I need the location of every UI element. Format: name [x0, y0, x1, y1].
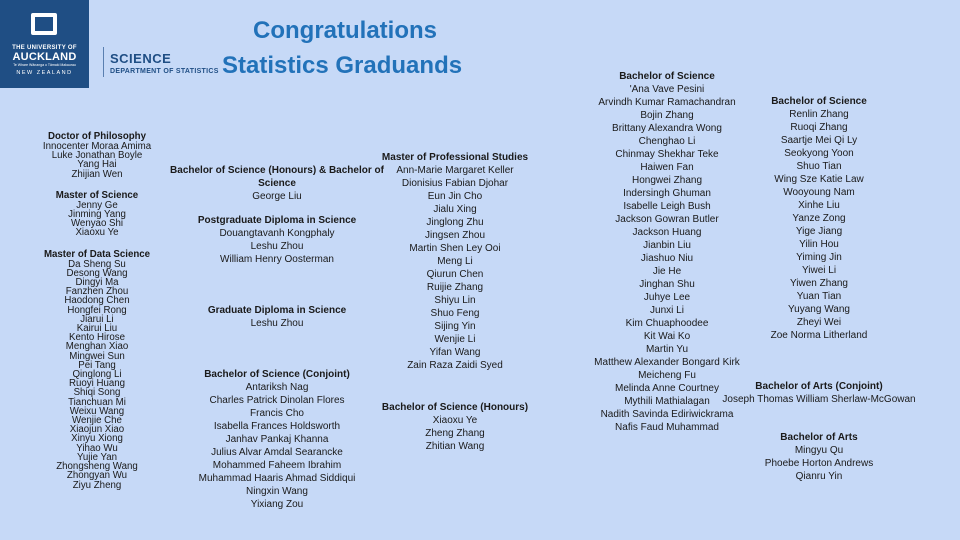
graduand-name: Nadith Savinda Ediriwickrama	[600, 409, 734, 420]
graduand-name: Muhammad Haaris Ahmad Siddiqui	[198, 473, 356, 484]
graduand-name: Qiurun Chen	[426, 269, 484, 280]
graduand-name: Shuo Tian	[796, 161, 842, 172]
graduand-name: Zoe Norma Litherland	[770, 330, 868, 341]
graduand-name: Jinghan Shu	[639, 279, 695, 290]
degree-heading: Doctor of Philosophy	[48, 131, 146, 142]
graduand-name: Ziyu Zheng	[72, 479, 122, 491]
degree-heading: Bachelor of Science	[619, 71, 715, 82]
graduand-name: Yilin Hou	[799, 239, 839, 250]
graduand-name: Zheyi Wei	[796, 317, 842, 328]
degree-section	[714, 380, 924, 406]
graduand-name: Da Sheng Su	[68, 258, 126, 270]
logo-line1: THE UNIVERSITY OF	[12, 45, 77, 51]
graduand-name: Wenjie Li	[434, 334, 476, 345]
degree-section	[30, 249, 164, 490]
graduand-name: Brittany Alexandra Wong	[612, 123, 722, 134]
faculty-name: SCIENCE	[110, 51, 172, 66]
graduand-name: Martin Shen Ley Ooi	[409, 243, 501, 254]
graduand-name: Matthew Alexander Bongard Kirk	[594, 357, 740, 368]
graduand-name: Zain Raza Zaidi Syed	[407, 360, 503, 371]
graduand-name: Yiming Jin	[796, 252, 842, 263]
degree-heading: Bachelor of Science (Honours)	[381, 402, 529, 413]
graduand-name: Zhijian Wen	[71, 168, 123, 180]
graduand-name: Xiaoxu Ye	[432, 415, 478, 426]
graduand-name: Weixu Wang	[69, 405, 125, 417]
university-crest-icon	[31, 13, 57, 35]
degree-heading: Master of Professional Studies	[381, 152, 529, 163]
graduand-name: Sijing Yin	[434, 321, 476, 332]
graduand-name: Jiarui Li	[80, 313, 114, 325]
graduand-name: Pei Tang	[78, 359, 116, 371]
graduand-name: Bojin Zhang	[640, 110, 694, 121]
graduand-name: Ann-Marie Margaret Keller	[396, 165, 514, 176]
graduand-name: Chinmay Shekhar Teke	[615, 149, 719, 160]
graduand-name: Desong Wang	[66, 267, 128, 279]
degree-section	[714, 431, 924, 483]
graduand-name: Meicheng Fu	[638, 370, 696, 381]
graduand-name: Yanze Zong	[792, 213, 846, 224]
graduand-name: Dingyi Ma	[75, 277, 119, 289]
degree-heading: Bachelor of Science (Honours) & Bachelor of Science	[170, 165, 384, 189]
graduand-name: Arvindh Kumar Ramachandran	[598, 97, 736, 108]
graduand-column-3	[370, 151, 540, 453]
graduand-name: Leshu Zhou	[250, 241, 304, 252]
graduand-name: George Liu	[252, 191, 302, 202]
graduand-name: Wenyao Shi	[70, 218, 124, 230]
degree-heading: Bachelor of Science (Conjoint)	[204, 369, 350, 380]
graduand-name: Xinhe Liu	[798, 200, 840, 211]
graduand-name: Luke Jonathan Boyle	[51, 150, 143, 162]
graduand-name: Jackson Huang	[632, 227, 702, 238]
graduand-name: Charles Patrick Dinolan Flores	[209, 395, 345, 406]
degree-heading: Bachelor of Science	[771, 96, 867, 107]
graduand-name: Seokyong Yoon	[784, 148, 854, 159]
graduand-name: Xiaojun Xiao	[69, 424, 125, 436]
graduand-name: Xiaoxu Ye	[75, 227, 119, 239]
graduand-name: Haodong Chen	[64, 295, 130, 307]
graduand-name: Leshu Zhou	[250, 318, 304, 329]
degree-heading: Postgraduate Diploma in Science	[197, 215, 357, 226]
graduand-name: Hongwei Zhang	[631, 175, 703, 186]
graduand-name: Junxi Li	[650, 305, 684, 316]
graduand-name: Ruoyi Huang	[68, 378, 125, 390]
degree-heading: Master of Data Science	[43, 248, 151, 260]
graduand-name: Zhongyan Wu	[66, 470, 128, 482]
graduand-name: Mohammed Faheem Ibrahim	[212, 460, 342, 471]
degree-section	[714, 95, 924, 342]
graduand-name: Nafis Faud Muhammad	[615, 422, 719, 433]
graduand-name: Renlin Zhang	[789, 109, 849, 120]
graduand-name: Kit Wai Ko	[643, 331, 691, 342]
degree-section	[370, 401, 540, 453]
graduand-name: Jackson Gowran Butler	[615, 214, 719, 225]
graduand-name: Dionisius Fabian Djohar	[401, 178, 509, 189]
degree-heading: Master of Science	[55, 189, 139, 201]
graduand-name: Jenny Ge	[76, 199, 118, 211]
graduand-name: Zhitian Wang	[425, 441, 485, 452]
degree-section	[370, 151, 540, 372]
graduand-name: Yige Jiang	[795, 226, 843, 237]
degree-section	[30, 190, 164, 238]
graduand-name: Meng Li	[437, 256, 473, 267]
graduand-name: Phoebe Horton Andrews	[764, 458, 874, 469]
graduand-name: Mythili Mathialagan	[624, 396, 710, 407]
graduand-name: Jianbin Liu	[643, 240, 691, 251]
graduand-name: Hongfei Rong	[67, 304, 127, 316]
graduand-name: Kento Hirose	[68, 332, 125, 344]
university-logo	[0, 0, 89, 88]
graduand-name: Yixiang Zou	[250, 499, 304, 510]
graduand-name: Chenghao Li	[638, 136, 696, 147]
graduand-name: Yiwei Li	[801, 265, 837, 276]
graduand-name: Douangtavanh Kongphaly	[219, 228, 335, 239]
graduand-name: Wooyoung Nam	[783, 187, 855, 198]
graduand-name: Eun Jin Cho	[427, 191, 483, 202]
graduand-name: Tianchuan Mi	[68, 396, 126, 408]
graduand-name: Haiwen Fan	[640, 162, 694, 173]
graduand-name: Ningxin Wang	[246, 486, 308, 497]
degree-heading: Bachelor of Arts	[780, 432, 858, 443]
graduand-name: Wing Sze Katie Law	[774, 174, 864, 185]
degree-section	[158, 214, 396, 266]
graduand-name: Isabelle Leigh Bush	[623, 201, 711, 212]
graduand-name: Kairui Liu	[76, 323, 118, 335]
graduand-column-1	[30, 131, 164, 490]
degree-section	[30, 131, 164, 179]
graduand-name: Isabella Frances Holdsworth	[213, 421, 341, 432]
graduand-name: Fanzhen Zhou	[65, 286, 129, 298]
graduand-column-5	[714, 95, 924, 483]
degree-section	[158, 164, 396, 203]
graduand-name: Indersingh Ghuman	[623, 188, 711, 199]
logo-line2: AUCKLAND	[12, 51, 77, 63]
graduand-name: Juhye Lee	[643, 292, 691, 303]
graduand-name: Mingwei Sun	[69, 350, 125, 362]
graduand-name: Janhav Pankaj Khanna	[225, 434, 329, 445]
graduand-name: Jingsen Zhou	[424, 230, 486, 241]
graduand-name: Jinming Yang	[68, 209, 126, 221]
graduand-name: Julius Alvar Amdal Searancke	[211, 447, 343, 458]
graduand-name: Menghan Xiao	[65, 341, 129, 353]
graduand-name: Francis Cho	[250, 408, 304, 419]
graduand-name: Yang Hai	[77, 159, 117, 171]
logo-maori-line: Te Whare Wānanga o Tāmaki Makaurau	[13, 63, 76, 67]
graduand-name: Jiashuo Niu	[640, 253, 694, 264]
graduand-name: Qianru Yin	[795, 471, 843, 482]
page-title-line2: Statistics Graduands	[222, 52, 463, 79]
graduand-name: Yihao Wu	[76, 442, 118, 454]
graduand-name: Zhongsheng Wang	[56, 461, 138, 473]
graduand-name: Yifan Wang	[429, 347, 481, 358]
graduand-name: Mingyu Qu	[794, 445, 844, 456]
degree-heading: Bachelor of Arts (Conjoint)	[755, 381, 883, 392]
graduand-name: Melinda Anne Courtney	[615, 383, 719, 394]
graduand-column-2	[158, 164, 396, 511]
graduand-name: Joseph Thomas William Sherlaw-McGowan	[722, 394, 916, 405]
graduand-name: Saartje Mei Qi Ly	[780, 135, 858, 146]
graduand-name: Yujie Yan	[76, 451, 118, 463]
logo-country: NEW ZEALAND	[16, 70, 73, 76]
graduand-name: Jialu Xing	[433, 204, 477, 215]
graduand-name: Innocenter Moraa Amima	[42, 141, 152, 152]
graduand-name: Wenjie Che	[72, 415, 122, 427]
graduand-name: Antariksh Nag	[245, 382, 309, 393]
graduand-name: Jie He	[652, 266, 682, 277]
graduand-name: Xinyu Xiong	[71, 433, 123, 445]
department-name: DEPARTMENT OF STATISTICS	[110, 68, 219, 75]
graduand-name: William Henry Oosterman	[220, 254, 334, 265]
page-title-line1: Congratulations	[253, 17, 437, 44]
logo-divider	[103, 47, 104, 77]
graduand-name: Shiyu Lin	[434, 295, 476, 306]
graduand-name: Kim Chuaphoodee	[625, 318, 709, 329]
graduand-name: Ruoqi Zhang	[790, 122, 848, 133]
graduand-name: Zheng Zhang	[425, 428, 485, 439]
graduand-name: Qinglong Li	[72, 369, 122, 381]
graduand-name: Shiqi Song	[73, 387, 121, 399]
graduand-name: Shuo Feng	[430, 308, 480, 319]
degree-section	[158, 368, 396, 511]
graduand-name: Ruijie Zhang	[426, 282, 484, 293]
degree-heading: Graduate Diploma in Science	[207, 305, 347, 316]
graduand-name: Yiwen Zhang	[790, 278, 848, 289]
graduand-name: Martin Yu	[645, 344, 689, 355]
degree-section	[158, 304, 396, 330]
graduand-name: Yuan Tian	[796, 291, 842, 302]
graduand-name: Yuyang Wang	[788, 304, 850, 315]
graduand-name: 'Ana Vave Pesini	[629, 84, 705, 95]
graduand-name: Jinglong Zhu	[426, 217, 484, 228]
